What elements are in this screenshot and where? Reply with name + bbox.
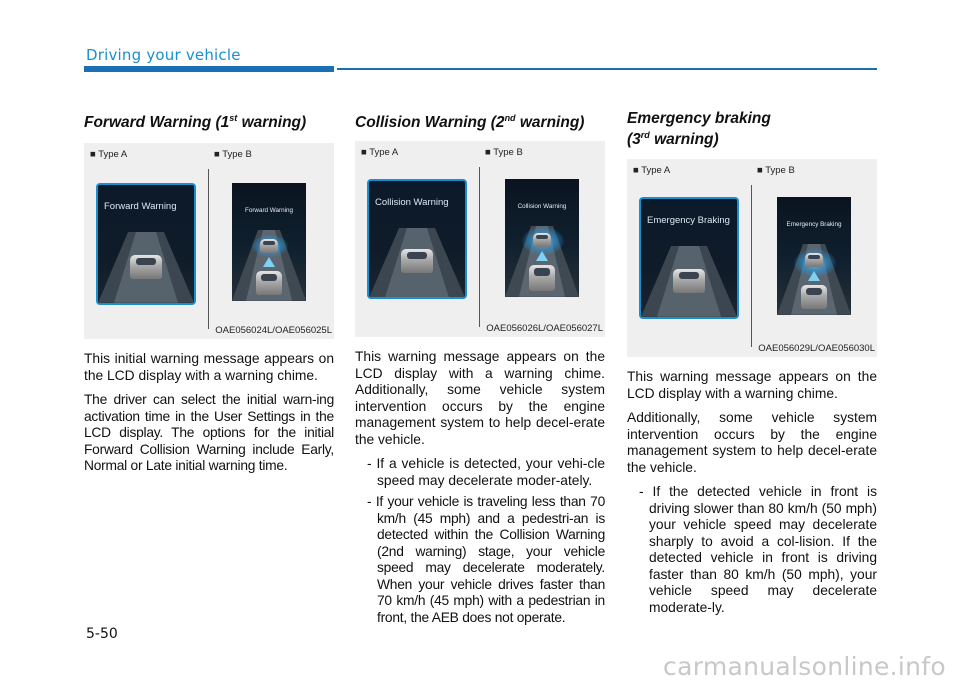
vehicle-ahead-icon (805, 253, 823, 267)
lcd-screen-title: Forward Warning (104, 201, 177, 213)
warning-triangle-icon (263, 257, 275, 267)
paragraph: Additionally, some vehicle system intervention occurs by the engine management system to help decel-erate the vehicle. (627, 410, 877, 475)
list-item: - If the detected vehicle in front is driving slower than 80 km/h (50 mph) your vehicle speed may decelerate sharply to avoid a col-lision. If the detected vehicle in front is driving faster than 80 km/h (50 mph), your vehicle speed may decelerate moderate-ly. (639, 484, 877, 615)
lcd-screen-title: Collision Warning (517, 203, 567, 211)
figure-type-a-label: ■ Type A (361, 147, 399, 159)
list-item: - If your vehicle is traveling less than 70 km/h (45 mph) and a pedestri-an is detected within the Collision Warning (2nd warning) stage, your vehicle speed may decelerate moderately. When your vehicle drives faster than 70 km/h (45 mph) with a pedestrian in front, the AEB does not operate. (367, 494, 605, 625)
column-emergency-braking (627, 110, 877, 621)
car-icon (673, 269, 705, 293)
header-bar-thin (337, 68, 877, 70)
figure-code: OAE056024L/OAE056025L (215, 325, 332, 337)
car-icon (401, 249, 433, 273)
figure-type-a-label: ■ Type A (90, 149, 128, 161)
warning-triangle-icon (536, 251, 548, 261)
warning-triangle-icon (808, 271, 820, 281)
header-bar-thick (84, 66, 334, 72)
figure-divider (479, 167, 480, 327)
bullet-list (627, 484, 877, 616)
lcd-screen-type-b (777, 197, 851, 315)
car-icon (256, 271, 282, 295)
vehicle-ahead-icon (533, 233, 551, 247)
lcd-screen-type-a (639, 197, 739, 319)
figure-emergency-braking (627, 159, 877, 357)
vehicle-ahead-icon (260, 239, 278, 253)
lcd-screen-type-a (96, 183, 196, 305)
figure-divider (751, 185, 752, 347)
lcd-screen-type-b (505, 179, 579, 297)
paragraph: This warning message appears on the LCD display with a warning chime. Additionally, some vehicle system intervention occurs by the engine management system to help decel-erate the vehicle. (355, 349, 605, 447)
lcd-screen-title: Emergency Braking (786, 221, 842, 229)
column-collision-warning (355, 110, 605, 631)
figure-type-b-label: ■ Type B (214, 149, 252, 161)
figure-code: OAE056026L/OAE056027L (486, 323, 603, 335)
heading-emergency-braking: Emergency braking (3rd warning) (627, 110, 771, 149)
lcd-screen-type-b (232, 183, 306, 301)
bullet-list (355, 456, 605, 626)
figure-collision-warning (355, 141, 605, 337)
column-forward-warning (84, 110, 334, 483)
figure-type-b-label: ■ Type B (485, 147, 523, 159)
figure-code: OAE056029L/OAE056030L (758, 343, 875, 355)
car-icon (130, 255, 162, 279)
heading-collision-warning: Collision Warning (2nd warning) (355, 113, 585, 132)
car-icon (801, 285, 827, 309)
figure-type-b-label: ■ Type B (757, 165, 795, 177)
lcd-screen-type-a (367, 179, 467, 299)
figure-forward-warning (84, 143, 334, 339)
figure-type-a-label: ■ Type A (633, 165, 671, 177)
paragraph: This warning message appears on the LCD display with a warning chime. (627, 369, 877, 401)
car-icon (529, 265, 555, 291)
paragraph: The driver can select the initial warn-ing activation time in the User Settings in the LCD display. The options for the initial Forward Collision Warning include Early, Normal or Late initial warning time. (84, 392, 334, 474)
lcd-screen-title: Collision Warning (375, 197, 449, 209)
list-item: - If a vehicle is detected, your vehi-cle speed may decelerate moder-ately. (367, 456, 605, 488)
page-number: 5-50 (86, 626, 118, 642)
paragraph: This initial warning message appears on the LCD display with a warning chime. (84, 351, 334, 383)
section-header-title: Driving your vehicle (86, 46, 241, 64)
lcd-screen-title: Emergency Braking (647, 215, 730, 227)
heading-forward-warning: Forward Warning (1st warning) (84, 113, 307, 132)
lcd-screen-title: Forward Warning (244, 207, 294, 215)
watermark: carmanualsonline.info (663, 652, 946, 681)
figure-divider (208, 169, 209, 329)
